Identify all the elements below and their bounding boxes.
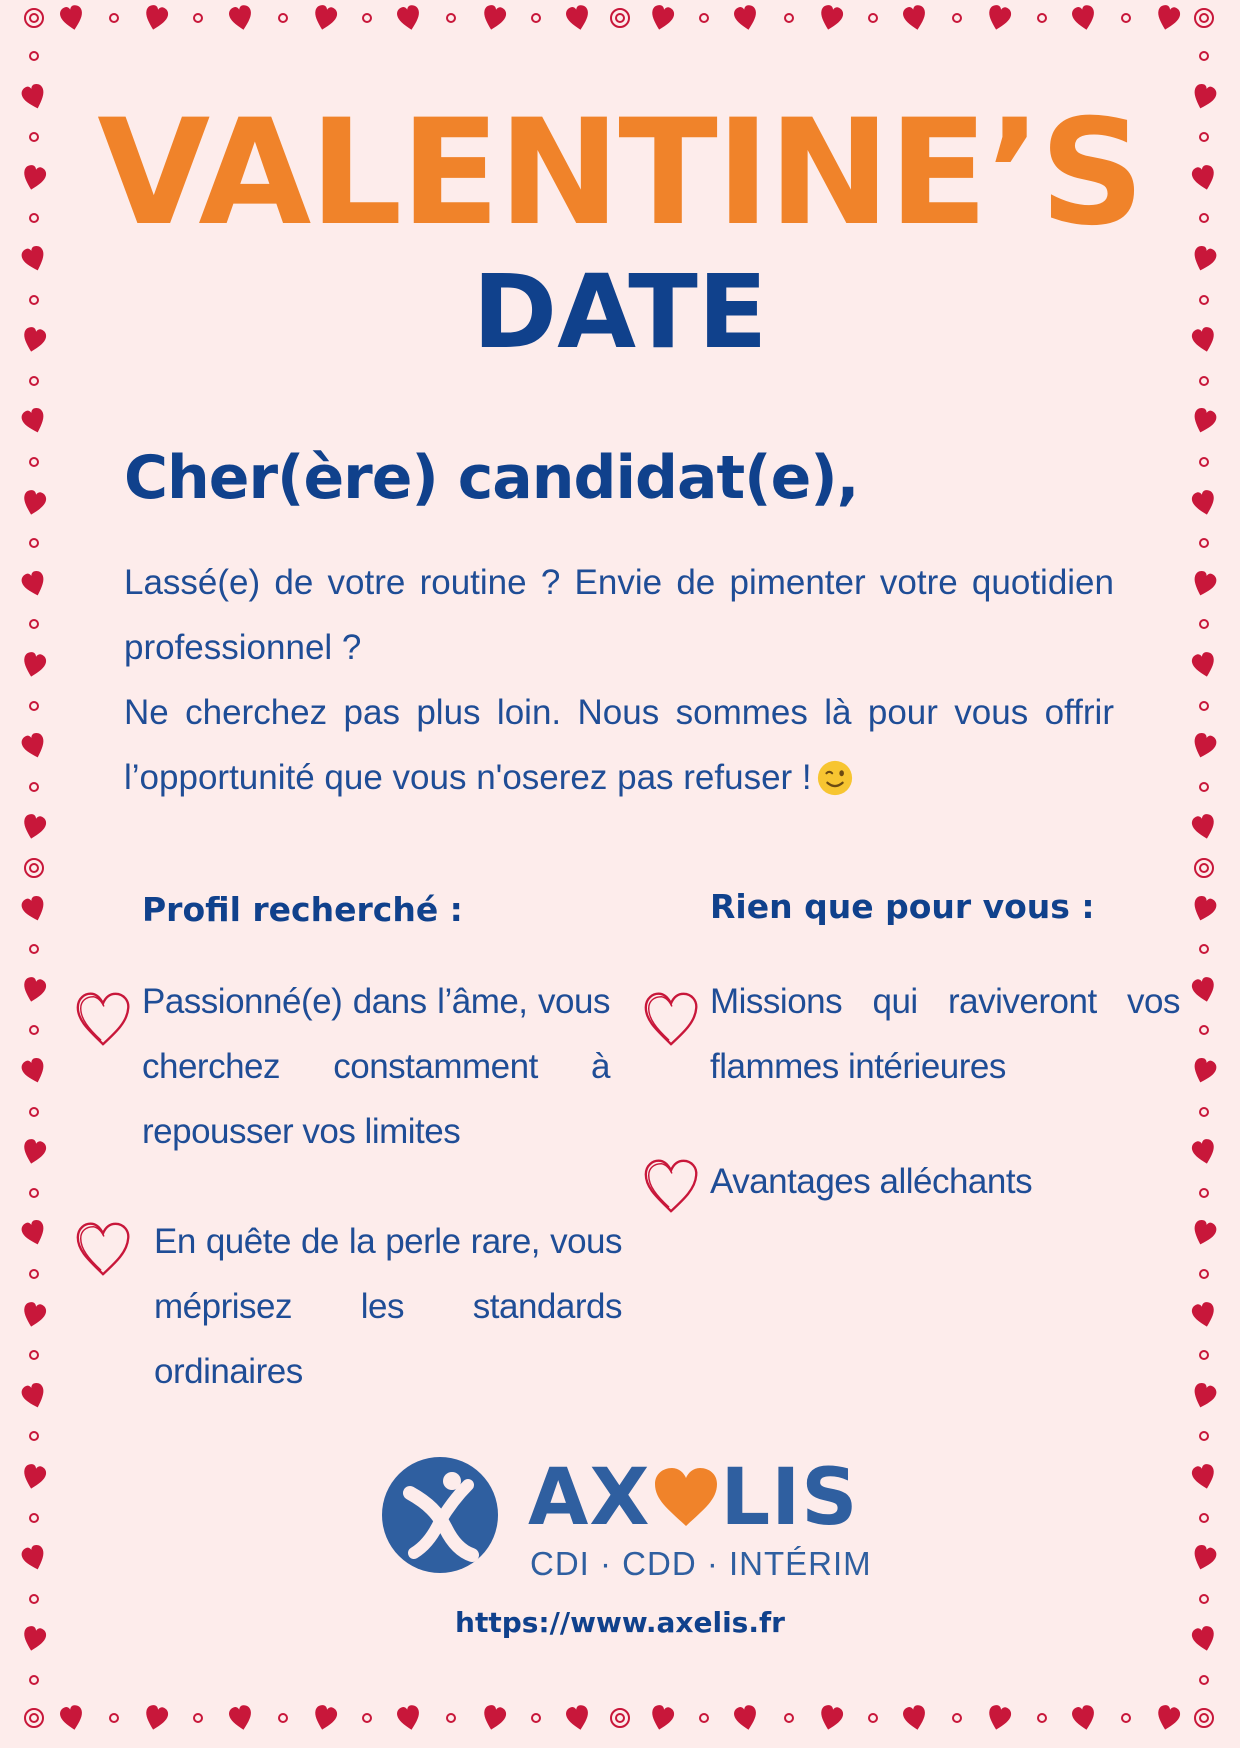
ring-dot-icon xyxy=(1199,1513,1209,1523)
greeting: Cher(ère) candidat(e), xyxy=(124,443,859,513)
heart-icon xyxy=(1192,571,1216,597)
target-icon xyxy=(1193,7,1215,29)
ring-dot-icon xyxy=(446,13,456,23)
ring-dot-icon xyxy=(868,13,878,23)
intro-paragraph-1: Lassé(e) de votre routine ? Envie de pimenter votre quotidien professionnel ? xyxy=(124,563,1114,667)
heart-outline-icon xyxy=(72,988,134,1050)
heart-icon xyxy=(22,1545,46,1571)
winking-face-icon xyxy=(816,759,854,797)
ring-dot-icon xyxy=(1037,13,1047,23)
heart-icon xyxy=(1192,977,1216,1003)
heart-outline-icon xyxy=(72,1218,134,1280)
heart-icon xyxy=(397,5,421,31)
ring-dot-icon xyxy=(29,1107,39,1117)
heart-icon xyxy=(1192,1383,1216,1409)
ring-dot-icon xyxy=(1199,1025,1209,1035)
heart-icon xyxy=(313,1705,337,1731)
heart-icon xyxy=(22,408,46,434)
heart-icon xyxy=(22,1058,46,1084)
heart-icon xyxy=(1192,490,1216,516)
ring-dot-icon xyxy=(29,538,39,548)
ring-dot-icon xyxy=(29,944,39,954)
logo-tagline: CDI · CDD · INTÉRIM xyxy=(530,1545,872,1582)
heart-icon xyxy=(1192,1545,1216,1571)
ring-dot-icon xyxy=(29,51,39,61)
heart-outline-icon xyxy=(640,988,702,1050)
ring-dot-icon xyxy=(193,1713,203,1723)
ring-dot-icon xyxy=(29,376,39,386)
ring-dot-icon xyxy=(29,457,39,467)
ring-dot-icon xyxy=(784,13,794,23)
heart-icon xyxy=(229,5,253,31)
heart-icon xyxy=(22,977,46,1003)
heart-icon xyxy=(22,490,46,516)
heart-icon xyxy=(819,1705,843,1731)
website-link[interactable]: https://www.axelis.fr xyxy=(455,1606,785,1639)
heart-icon xyxy=(903,5,927,31)
intro-paragraph-2-text: Ne cherchez pas plus loin. Nous sommes là pour vous offrir l’opportunité que vous n'oserez pas refuser ! xyxy=(124,693,1114,797)
heart-icon xyxy=(22,652,46,678)
ring-dot-icon xyxy=(193,13,203,23)
ring-dot-icon xyxy=(29,1431,39,1441)
logo-wordmark xyxy=(528,1453,859,1543)
ring-dot-icon xyxy=(699,13,709,23)
heart-icon xyxy=(1072,5,1096,31)
page-title: VALENTINE’S xyxy=(97,88,1143,258)
ring-dot-icon xyxy=(1199,1350,1209,1360)
ring-dot-icon xyxy=(1199,376,1209,386)
logo-name-part1: AX xyxy=(528,1453,651,1543)
ring-dot-icon xyxy=(362,13,372,23)
intro-paragraph-2 xyxy=(124,680,1114,810)
heart-icon xyxy=(22,571,46,597)
heart-icon xyxy=(482,1705,506,1731)
heart-icon xyxy=(229,1705,253,1731)
ring-dot-icon xyxy=(952,1713,962,1723)
ring-dot-icon xyxy=(784,1713,794,1723)
benefits-item-2: Avantages alléchants xyxy=(710,1162,1033,1201)
ring-dot-icon xyxy=(1199,1675,1209,1685)
ring-dot-icon xyxy=(109,1713,119,1723)
heart-icon xyxy=(1192,1220,1216,1246)
heart-icon xyxy=(1156,1705,1180,1731)
ring-dot-icon xyxy=(446,1713,456,1723)
ring-dot-icon xyxy=(1199,1431,1209,1441)
ring-dot-icon xyxy=(1199,782,1209,792)
logo-name-part2: LIS xyxy=(720,1453,859,1543)
heart-icon xyxy=(22,733,46,759)
ring-dot-icon xyxy=(1199,457,1209,467)
page-subtitle: DATE xyxy=(472,253,768,372)
ring-dot-icon xyxy=(29,1513,39,1523)
heart-icon xyxy=(1192,814,1216,840)
heart-icon xyxy=(650,1705,674,1731)
heart-icon xyxy=(1192,1139,1216,1165)
ring-dot-icon xyxy=(1121,1713,1131,1723)
heart-icon xyxy=(22,1139,46,1165)
heart-icon xyxy=(1192,408,1216,434)
intro-text xyxy=(124,550,1114,810)
heart-icon xyxy=(1192,896,1216,922)
target-icon xyxy=(23,857,45,879)
ring-dot-icon xyxy=(1199,701,1209,711)
heart-icon xyxy=(734,5,758,31)
heart-icon xyxy=(313,5,337,31)
target-icon xyxy=(609,7,631,29)
ring-dot-icon xyxy=(362,1713,372,1723)
heart-icon xyxy=(144,1705,168,1731)
ring-dot-icon xyxy=(868,1713,878,1723)
ring-dot-icon xyxy=(29,1188,39,1198)
heart-icon xyxy=(903,1705,927,1731)
ring-dot-icon xyxy=(1121,13,1131,23)
profile-heading: Profil recherché : xyxy=(142,890,463,929)
ring-dot-icon xyxy=(1199,944,1209,954)
heart-icon xyxy=(22,1464,46,1490)
heart-icon xyxy=(60,1705,84,1731)
ring-dot-icon xyxy=(29,1350,39,1360)
ring-dot-icon xyxy=(1199,538,1209,548)
logo-heart-icon xyxy=(651,1466,721,1528)
heart-icon xyxy=(22,896,46,922)
target-icon xyxy=(609,1707,631,1729)
heart-outline-icon xyxy=(640,1155,702,1217)
heart-icon xyxy=(566,5,590,31)
ring-dot-icon xyxy=(278,1713,288,1723)
ring-dot-icon xyxy=(1199,1594,1209,1604)
heart-icon xyxy=(1072,1705,1096,1731)
heart-icon xyxy=(734,1705,758,1731)
ring-dot-icon xyxy=(29,782,39,792)
heart-icon xyxy=(144,5,168,31)
heart-icon xyxy=(1192,1302,1216,1328)
ring-dot-icon xyxy=(1199,51,1209,61)
ring-dot-icon xyxy=(109,13,119,23)
heart-icon xyxy=(22,1220,46,1246)
ring-dot-icon xyxy=(29,1594,39,1604)
target-icon xyxy=(23,7,45,29)
target-icon xyxy=(1193,857,1215,879)
ring-dot-icon xyxy=(1199,1188,1209,1198)
heart-icon xyxy=(819,5,843,31)
heart-icon xyxy=(987,5,1011,31)
profile-item-2: En quête de la perle rare, vous méprisez les standards ordinaires xyxy=(154,1222,622,1391)
heart-icon xyxy=(22,1383,46,1409)
heart-icon xyxy=(1192,1464,1216,1490)
heart-icon xyxy=(22,814,46,840)
axelis-logo xyxy=(380,1453,872,1585)
heart-icon xyxy=(60,5,84,31)
ring-dot-icon xyxy=(29,1025,39,1035)
heart-icon xyxy=(1192,652,1216,678)
benefits-item-1: Missions qui raviveront vos flammes intérieures xyxy=(710,982,1180,1086)
ring-dot-icon xyxy=(29,1675,39,1685)
ring-dot-icon xyxy=(1199,1107,1209,1117)
ring-dot-icon xyxy=(699,1713,709,1723)
heart-icon xyxy=(397,1705,421,1731)
heart-icon xyxy=(650,5,674,31)
heart-icon xyxy=(1156,5,1180,31)
ring-dot-icon xyxy=(1037,1713,1047,1723)
logo-emblem-icon xyxy=(380,1455,500,1575)
ring-dot-icon xyxy=(29,1269,39,1279)
benefits-heading: Rien que pour vous : xyxy=(710,887,1095,926)
heart-icon xyxy=(1192,1058,1216,1084)
ring-dot-icon xyxy=(952,13,962,23)
ring-dot-icon xyxy=(29,619,39,629)
target-icon xyxy=(1193,1707,1215,1729)
profile-item-1: Passionné(e) dans l’âme, vous cherchez constamment à repousser vos limites xyxy=(142,982,610,1151)
ring-dot-icon xyxy=(29,701,39,711)
ring-dot-icon xyxy=(531,1713,541,1723)
ring-dot-icon xyxy=(531,13,541,23)
heart-icon xyxy=(482,5,506,31)
ring-dot-icon xyxy=(278,13,288,23)
heart-icon xyxy=(987,1705,1011,1731)
ring-dot-icon xyxy=(1199,1269,1209,1279)
target-icon xyxy=(23,1707,45,1729)
heart-icon xyxy=(566,1705,590,1731)
ring-dot-icon xyxy=(1199,619,1209,629)
heart-icon xyxy=(22,1302,46,1328)
heart-icon xyxy=(1192,733,1216,759)
